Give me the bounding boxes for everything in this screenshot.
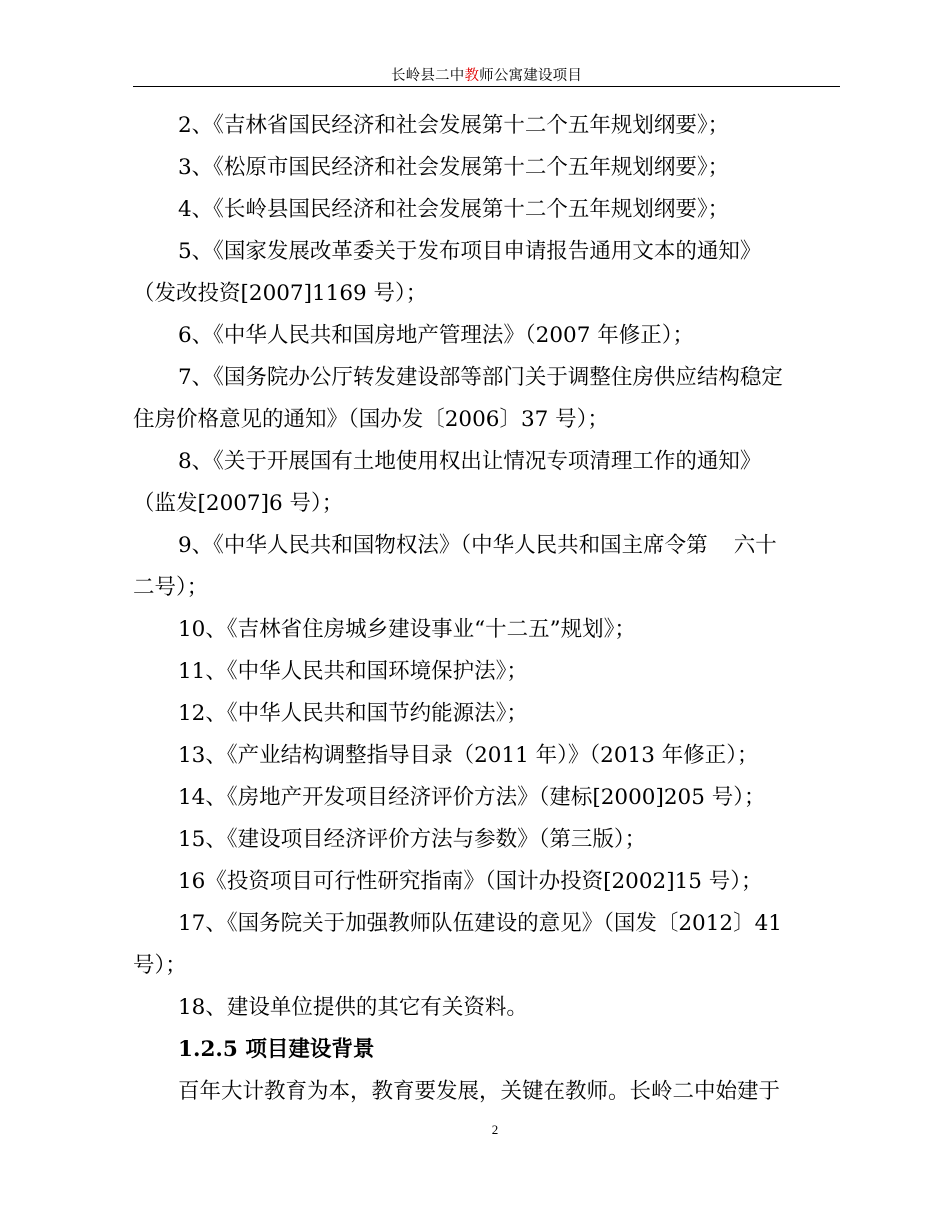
reference-item-text: 9、《中华人民共和国物权法》（中华人民共和国主席令第 — [178, 533, 708, 558]
header-rule — [133, 86, 840, 87]
reference-item: 6、《中华人民共和国房地产管理法》（2007 年修正）； — [178, 323, 694, 348]
reference-item: 10、《吉林省住房城乡建设事业“十二五”规划》； — [178, 617, 636, 642]
reference-item-continued: （监发[2007]6 号）； — [133, 491, 344, 516]
reference-item-continued: （发改投资[2007]1169 号）； — [133, 281, 428, 306]
header-text-end: 师公寓建设项目 — [479, 68, 583, 84]
header-text-highlight: 教 — [464, 68, 480, 84]
reference-item: 2、《吉林省国民经济和社会发展第十二个五年规划纲要》； — [178, 113, 730, 138]
reference-item-continued: 住房价格意见的通知》（国办发〔2006〕37 号）； — [133, 407, 609, 432]
reference-item: 14、《房地产开发项目经济评价方法》（建标[2000]205 号）； — [178, 785, 766, 810]
reference-item — [133, 525, 840, 567]
header-text-start: 长岭县二中 — [390, 68, 465, 84]
reference-item: 18、建设单位提供的其它有关资料。 — [178, 995, 528, 1020]
reference-item-continued: 号）； — [133, 953, 187, 978]
reference-item: 3、《松原市国民经济和社会发展第十二个五年规划纲要》； — [178, 155, 730, 180]
reference-item: 12、《中华人民共和国节约能源法》； — [178, 701, 528, 726]
reference-item: 11、《中华人民共和国环境保护法》； — [178, 659, 528, 684]
page-number: 2 — [491, 1122, 499, 1137]
reference-item: 5、《国家发展改革委关于发布项目申请报告通用文本的通知》 — [178, 239, 762, 264]
body-paragraph: 百年大计教育为本，教育要发展，关键在教师。长岭二中始建于 — [178, 1079, 781, 1104]
reference-item: 8、《关于开展国有土地使用权出让情况专项清理工作的通知》 — [178, 449, 762, 474]
reference-item: 17、《国务院关于加强教师队伍建设的意见》（国发〔2012〕41 — [178, 911, 782, 936]
reference-item: 4、《长岭县国民经济和社会发展第十二个五年规划纲要》； — [178, 197, 730, 222]
reference-item-text-tail: 六十 — [733, 533, 777, 558]
reference-item: 7、《国务院办公厅转发建设部等部门关于调整住房供应结构稳定 — [178, 365, 783, 390]
section-heading: 1.2.5 项目建设背景 — [178, 1037, 375, 1062]
reference-item: 16《投资项目可行性研究指南》（国计办投资[2002]15 号）； — [178, 869, 763, 894]
document-body — [133, 105, 840, 1113]
reference-item: 15、《建设项目经济评价方法与参数》（第三版）； — [178, 827, 647, 852]
reference-item: 13、《产业结构调整指导目录（2011 年）》（2013 年修正）； — [178, 743, 759, 768]
reference-item-continued: 二号）； — [133, 575, 209, 600]
running-header — [133, 66, 840, 86]
